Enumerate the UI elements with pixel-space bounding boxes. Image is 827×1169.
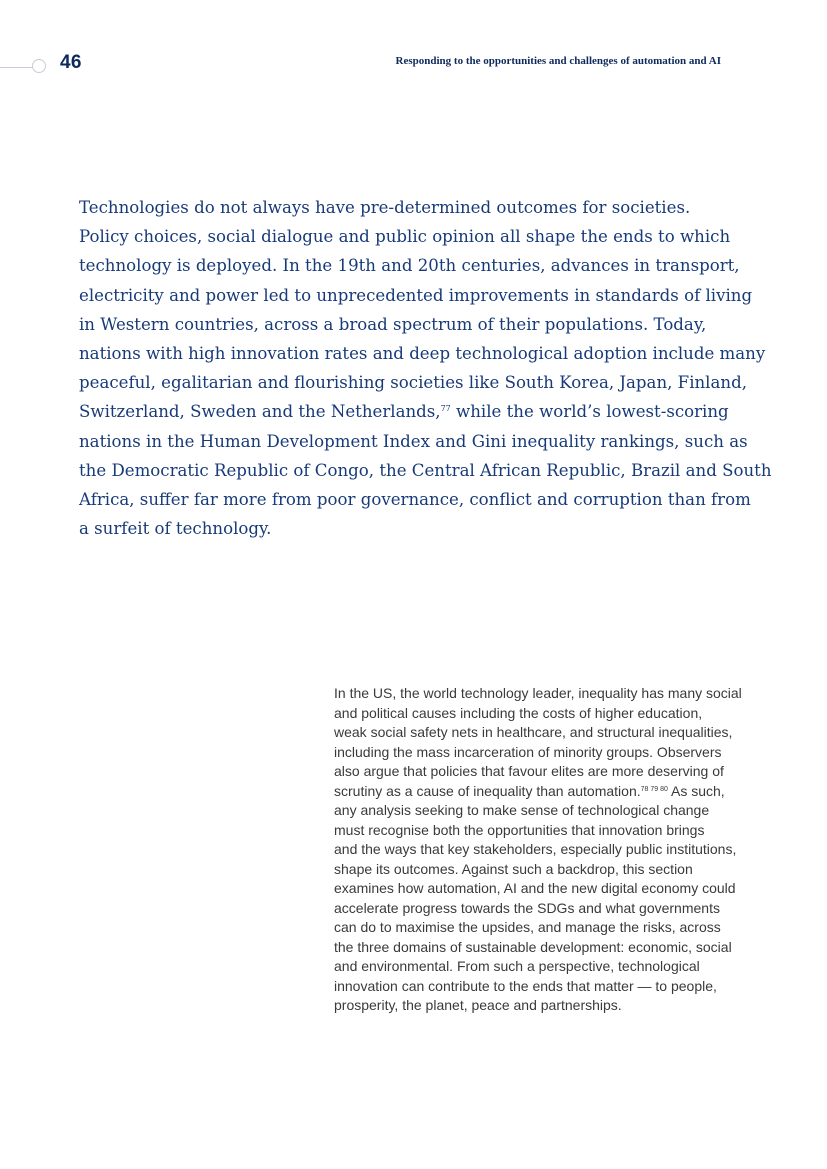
body-paragraph — [334, 684, 754, 1016]
pull-quote-line: Africa, suffer far more from poor governance, conflict and corruption than from — [79, 490, 751, 510]
body-line: including the mass incarceration of minority groups. Observers — [334, 743, 722, 760]
body-line: and environmental. From such a perspective, technological — [334, 958, 700, 974]
body-line: prosperity, the planet, peace and partnerships. — [334, 997, 622, 1013]
pull-quote-text: while the world’s lowest-scoring — [450, 402, 729, 422]
body-line: weak social safety nets in healthcare, and structural inequalities, — [334, 724, 733, 740]
body-line: and the ways that key stakeholders, especially public institutions, — [334, 841, 737, 857]
pull-quote-line — [79, 397, 749, 426]
pull-quote-line: Technologies do not always have pre-determined outcomes for societies. — [79, 198, 691, 217]
body-line: also argue that policies that favour elites are more deserving of — [334, 763, 724, 779]
footnote-ref: 77 — [440, 404, 451, 414]
body-line: and political causes including the costs of higher education, — [334, 704, 703, 721]
pull-quote-line: Policy choices, social dialogue and public opinion all shape the ends to which — [79, 227, 731, 247]
pull-quote-line: nations with high innovation rates and deep technological adoption include many — [79, 344, 766, 364]
pull-quote-line: the Democratic Republic of Congo, the Central African Republic, Brazil and South — [79, 460, 772, 480]
page-number: 46 — [60, 52, 82, 73]
page-marker-circle — [32, 59, 46, 73]
body-line: must recognise both the opportunities that innovation brings — [334, 821, 705, 838]
body-line: innovation can contribute to the ends that matter — to people, — [334, 977, 717, 994]
body-line: accelerate progress towards the SDGs and what governments — [334, 899, 720, 916]
body-line: any analysis seeking to make sense of technological change — [334, 802, 710, 818]
body-text: scrutiny as a cause of inequality than automation. — [334, 782, 641, 799]
pull-quote — [79, 193, 772, 543]
body-line — [334, 782, 754, 802]
footnote-refs: 78 79 80 — [640, 785, 668, 793]
pull-quote-line: technology is deployed. In the 19th and 20th centuries, advances in transport, — [79, 256, 740, 276]
pull-quote-line: electricity and power led to unprecedented improvements in standards of living — [79, 285, 753, 305]
pull-quote-line: nations in the Human Development Index and Gini inequality rankings, such as — [79, 431, 748, 451]
pull-quote-line: in Western countries, across a broad spectrum of their populations. Today, — [79, 314, 707, 334]
page-marker-line — [0, 67, 33, 68]
body-text: As such, — [667, 782, 725, 799]
body-line: shape its outcomes. Against such a backdrop, this section — [334, 860, 693, 877]
body-line: can do to maximise the upsides, and manage the risks, across — [334, 919, 721, 935]
pull-quote-line: a surfeit of technology. — [79, 519, 272, 539]
running-header: Responding to the opportunities and challenges of automation and AI — [395, 55, 721, 67]
pull-quote-text: Switzerland, Sweden and the Netherlands, — [79, 402, 441, 422]
body-line: examines how automation, AI and the new digital economy could — [334, 880, 736, 896]
body-line: In the US, the world technology leader, inequality has many social — [334, 685, 742, 701]
pull-quote-line: peaceful, egalitarian and flourishing societies like South Korea, Japan, Finland, — [79, 373, 747, 393]
body-line: the three domains of sustainable development: economic, social — [334, 938, 732, 955]
